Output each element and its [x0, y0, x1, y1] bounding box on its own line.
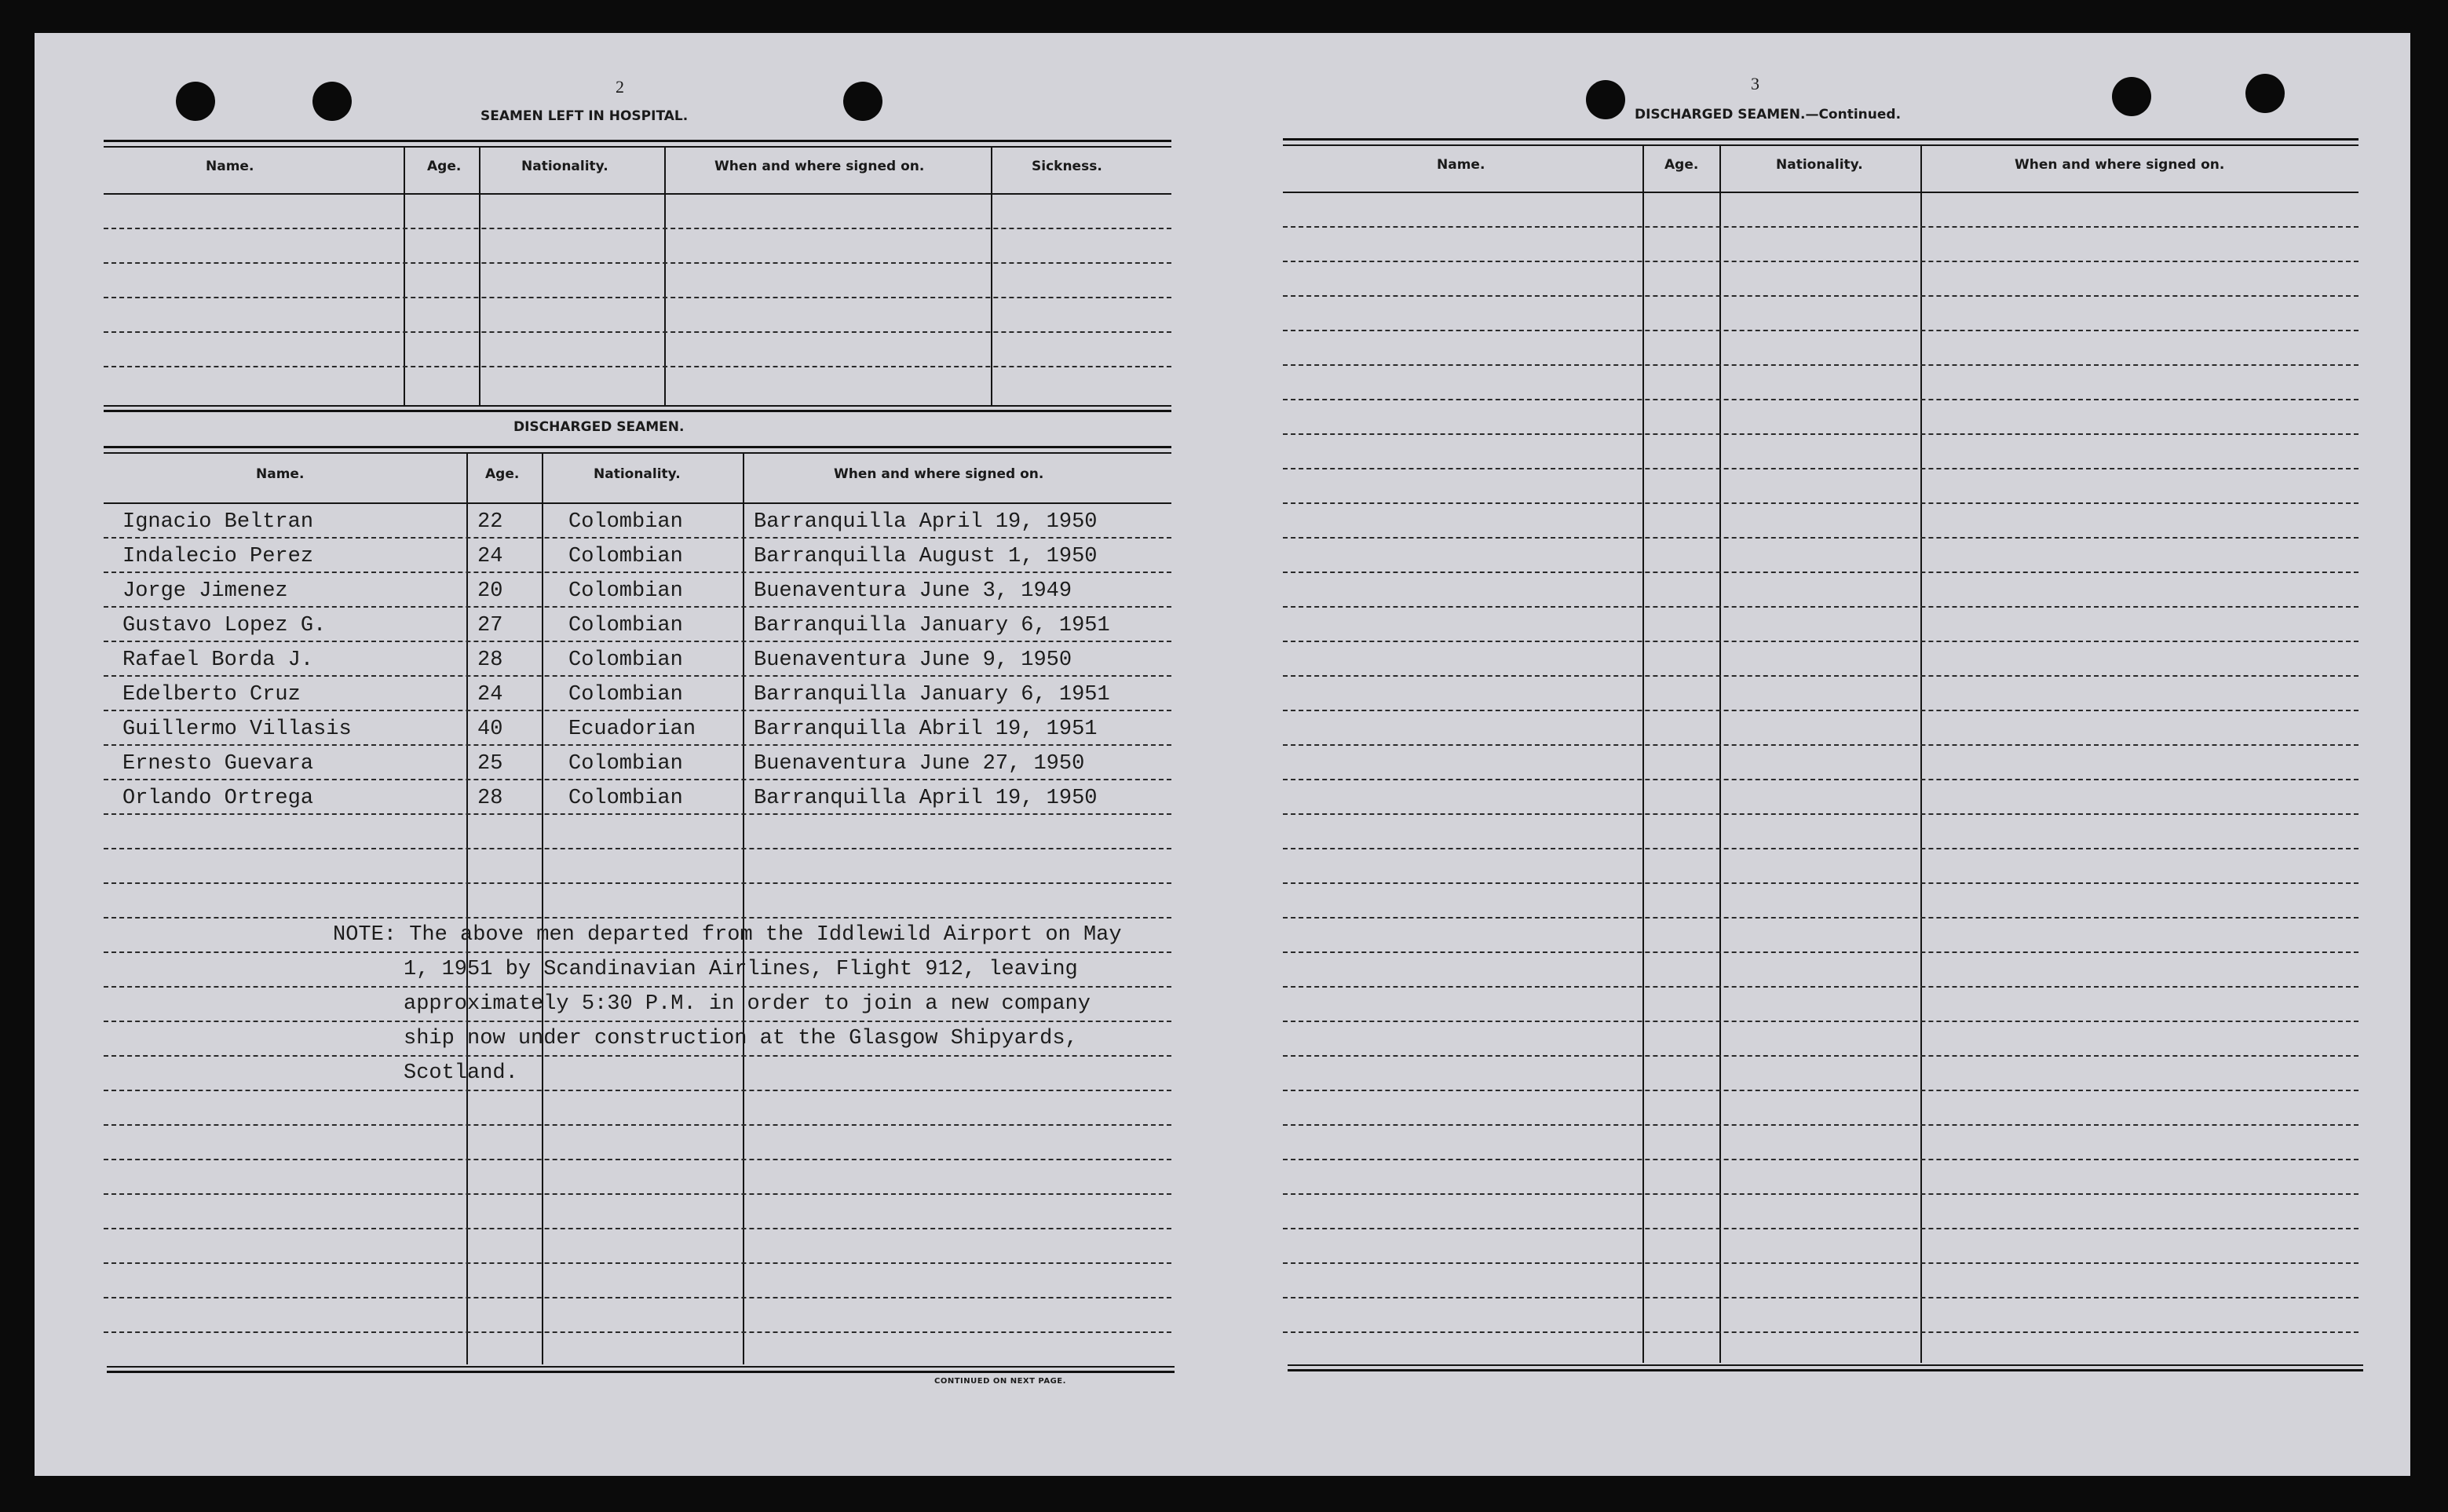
punch-hole	[1586, 80, 1625, 119]
seaman-nationality: Colombian	[568, 510, 683, 534]
punch-hole	[312, 82, 352, 121]
seaman-signed-on: Barranquilla April 19, 1950	[754, 787, 1098, 810]
seaman-name: Edelberto Cruz	[122, 683, 301, 707]
seaman-age: 28	[477, 787, 503, 810]
seaman-age: 20	[477, 579, 503, 603]
seaman-name: Ignacio Beltran	[122, 510, 314, 534]
seaman-nationality: Colombian	[568, 614, 683, 637]
continued-footer: CONTINUED ON NEXT PAGE.	[934, 1377, 1066, 1386]
seaman-signed-on: Barranquilla January 6, 1951	[754, 614, 1110, 637]
seaman-name: Ernesto Guevara	[122, 752, 314, 776]
discharged-header-age: Age.	[485, 466, 520, 482]
page-number-right: 3	[1751, 74, 1759, 93]
page-number-left: 2	[616, 77, 624, 97]
note-line: approximately 5:30 P.M. in order to join a new company	[404, 992, 1091, 1016]
discharged-section-title: DISCHARGED SEAMEN.	[513, 419, 685, 435]
right-header-name: Name.	[1437, 157, 1485, 173]
seaman-signed-on: Barranquilla January 6, 1951	[754, 683, 1110, 707]
discharged-header-name: Name.	[256, 466, 305, 482]
seaman-signed-on: Barranquilla April 19, 1950	[754, 510, 1098, 534]
discharged-continued-title: DISCHARGED SEAMEN.—Continued.	[1635, 107, 1902, 122]
note-line: 1, 1951 by Scandinavian Airlines, Flight 912, leaving	[404, 958, 1078, 981]
seaman-age: 28	[477, 648, 503, 672]
punch-hole	[2245, 74, 2285, 113]
seaman-name: Jorge Jimenez	[122, 579, 288, 603]
seaman-name: Rafael Borda J.	[122, 648, 314, 672]
right-header-signed-on: When and where signed on.	[2015, 157, 2225, 173]
seaman-nationality: Colombian	[568, 683, 683, 707]
right-header-nationality: Nationality.	[1776, 157, 1863, 173]
punch-hole	[843, 82, 882, 121]
punch-hole	[176, 82, 215, 121]
hospital-header-nationality: Nationality.	[521, 159, 608, 174]
hospital-header-name: Name.	[206, 159, 254, 174]
seaman-signed-on: Barranquilla August 1, 1950	[754, 545, 1098, 568]
seaman-name: Orlando Ortrega	[122, 787, 314, 810]
seaman-age: 40	[477, 718, 503, 741]
note-line: Scotland.	[404, 1061, 518, 1085]
seaman-nationality: Ecuadorian	[568, 718, 696, 741]
seaman-age: 22	[477, 510, 503, 534]
note-line: NOTE: The above men departed from the Iddlewild Airport on May	[333, 923, 1122, 947]
seaman-name: Guillermo Villasis	[122, 718, 352, 741]
note-line: ship now under construction at the Glasgow Shipyards,	[404, 1027, 1078, 1050]
seaman-nationality: Colombian	[568, 648, 683, 672]
seaman-age: 24	[477, 545, 503, 568]
seaman-age: 25	[477, 752, 503, 776]
seaman-name: Indalecio Perez	[122, 545, 314, 568]
hospital-header-signed-on: When and where signed on.	[714, 159, 925, 174]
seaman-name: Gustavo Lopez G.	[122, 614, 327, 637]
seaman-nationality: Colombian	[568, 579, 683, 603]
hospital-header-sickness: Sickness.	[1032, 159, 1102, 174]
seaman-signed-on: Buenaventura June 27, 1950	[754, 752, 1085, 776]
seaman-age: 24	[477, 683, 503, 707]
seaman-signed-on: Barranquilla Abril 19, 1951	[754, 718, 1098, 741]
hospital-header-age: Age.	[427, 159, 462, 174]
seaman-nationality: Colombian	[568, 752, 683, 776]
discharged-header-signed-on: When and where signed on.	[834, 466, 1044, 482]
seaman-nationality: Colombian	[568, 787, 683, 810]
hospital-section-title: SEAMEN LEFT IN HOSPITAL.	[480, 108, 689, 124]
seaman-signed-on: Buenaventura June 9, 1950	[754, 648, 1072, 672]
document-sheet	[35, 33, 2410, 1476]
seaman-age: 27	[477, 614, 503, 637]
punch-hole	[2112, 77, 2151, 116]
seaman-signed-on: Buenaventura June 3, 1949	[754, 579, 1072, 603]
right-header-age: Age.	[1664, 157, 1699, 173]
discharged-header-nationality: Nationality.	[594, 466, 681, 482]
seaman-nationality: Colombian	[568, 545, 683, 568]
